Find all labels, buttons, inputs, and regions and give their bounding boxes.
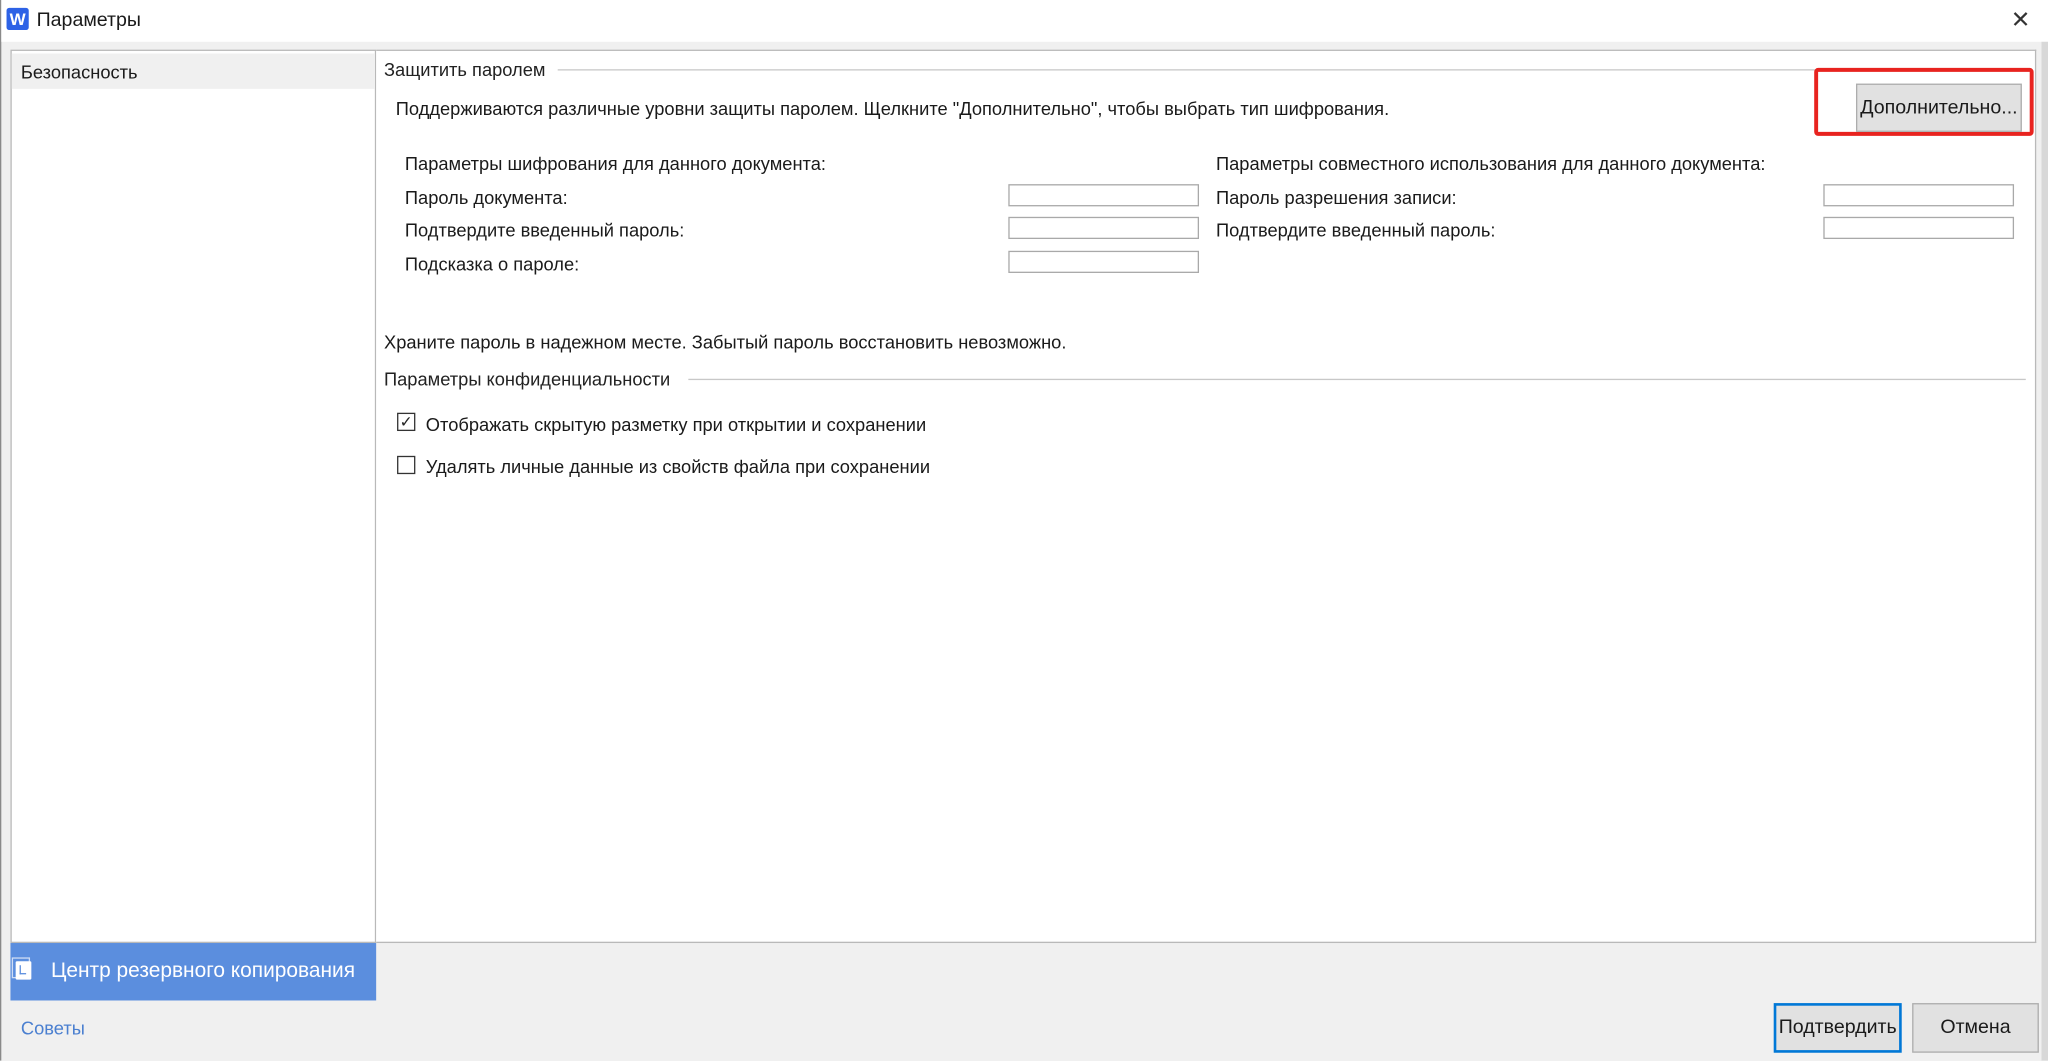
remove-personal-data-label[interactable]: Удалять личные данные из свойств файла при сохранении — [425, 455, 931, 477]
password-group-title: Защитить паролем — [383, 58, 546, 80]
password-hint-label: Подсказка о пароле: — [404, 253, 580, 275]
sidebar — [10, 50, 376, 943]
sidebar-item-label: Безопасность — [20, 61, 138, 83]
main-panel — [376, 50, 2036, 943]
window-edge — [2041, 42, 2048, 1061]
doc-password-input[interactable] — [1008, 184, 1199, 206]
encryption-heading: Параметры шифрования для данного документа: — [404, 152, 826, 174]
privacy-group-title: Параметры конфиденциальности — [383, 368, 671, 390]
advanced-button[interactable]: Дополнительно... — [1856, 84, 2022, 132]
confirm-write-password-label: Подтвердите введенный пароль: — [1215, 219, 1496, 241]
write-password-input[interactable] — [1823, 184, 2014, 206]
divider — [688, 379, 2025, 380]
password-warning: Храните пароль в надежном месте. Забытый пароль восстановить невозможно. — [383, 331, 1067, 353]
remove-personal-data-checkbox[interactable] — [397, 456, 415, 474]
confirm-write-password-input[interactable] — [1823, 217, 2014, 239]
sidebar-item-security[interactable] — [12, 54, 375, 89]
backup-center-label: Центр резервного копирования — [50, 959, 356, 983]
backup-center-button[interactable] — [10, 943, 376, 1000]
show-markup-label[interactable]: Отображать скрытую разметку при открытии и сохранении — [425, 414, 927, 435]
tips-link[interactable]: Советы — [20, 1017, 85, 1039]
window-title: Параметры — [36, 9, 142, 32]
divider — [558, 69, 2026, 70]
sharing-heading: Параметры совместного использования для данного документа: — [1215, 152, 1766, 174]
show-markup-checkbox[interactable]: ✓ — [397, 413, 415, 431]
confirm-password-input[interactable] — [1008, 217, 1199, 239]
doc-password-label: Пароль документа: — [404, 186, 568, 208]
password-hint-input[interactable] — [1008, 251, 1199, 273]
title-bar — [1, 0, 2048, 42]
write-password-label: Пароль разрешения записи: — [1215, 186, 1457, 208]
app-logo-icon: W — [7, 8, 29, 30]
password-description: Поддерживаются различные уровни защиты паролем. Щелкните "Дополнительно", чтобы выбрать тип шифрования. — [395, 97, 1390, 119]
cancel-button[interactable]: Отмена — [1912, 1003, 2039, 1053]
close-icon[interactable]: ✕ — [2010, 6, 2031, 33]
confirm-button[interactable]: Подтвердить — [1774, 1003, 1902, 1053]
confirm-password-label: Подтвердите введенный пароль: — [404, 219, 685, 241]
backup-icon — [16, 961, 32, 979]
